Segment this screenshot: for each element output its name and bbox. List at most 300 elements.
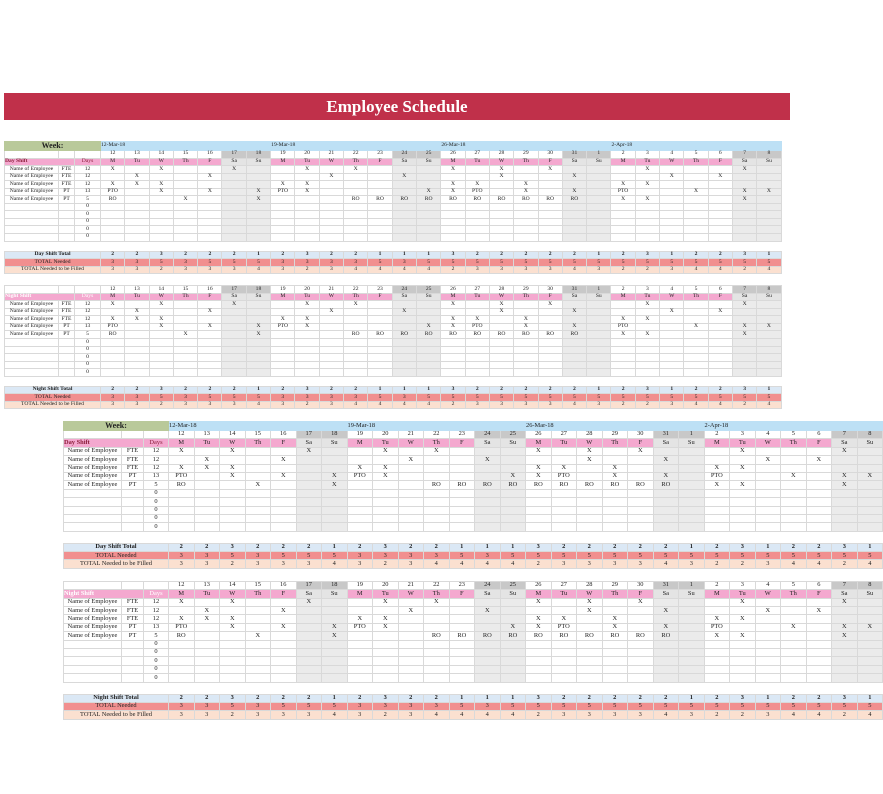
schedule-cell[interactable] <box>857 514 883 522</box>
schedule-cell[interactable] <box>526 607 552 615</box>
schedule-cell[interactable]: X <box>416 323 440 331</box>
schedule-cell[interactable] <box>416 166 440 174</box>
schedule-cell[interactable] <box>660 369 684 377</box>
schedule-cell[interactable] <box>398 632 424 640</box>
schedule-cell[interactable] <box>416 301 440 309</box>
schedule-cell[interactable] <box>424 657 450 665</box>
schedule-cell[interactable]: X <box>526 598 552 606</box>
schedule-cell[interactable] <box>577 674 603 682</box>
schedule-cell[interactable] <box>465 339 489 347</box>
schedule-cell[interactable]: PTO <box>465 323 489 331</box>
schedule-cell[interactable] <box>684 308 708 316</box>
schedule-cell[interactable] <box>194 523 220 531</box>
schedule-cell[interactable] <box>416 369 440 377</box>
schedule-cell[interactable] <box>708 339 732 347</box>
schedule-cell[interactable] <box>245 472 271 480</box>
schedule-cell[interactable] <box>732 234 756 242</box>
schedule-cell[interactable] <box>373 456 399 464</box>
schedule-cell[interactable] <box>660 301 684 309</box>
schedule-cell[interactable]: X <box>708 173 732 181</box>
schedule-cell[interactable] <box>398 615 424 623</box>
schedule-cell[interactable] <box>704 665 730 673</box>
schedule-cell[interactable] <box>679 657 705 665</box>
schedule-cell[interactable] <box>296 506 322 514</box>
schedule-cell[interactable] <box>465 361 489 369</box>
schedule-cell[interactable] <box>295 339 319 347</box>
schedule-cell[interactable]: X <box>295 188 319 196</box>
schedule-cell[interactable]: X <box>441 323 465 331</box>
schedule-cell[interactable]: X <box>319 308 343 316</box>
schedule-cell[interactable] <box>125 188 149 196</box>
schedule-cell[interactable]: X <box>392 308 416 316</box>
schedule-cell[interactable] <box>653 447 679 455</box>
schedule-cell[interactable] <box>857 598 883 606</box>
schedule-cell[interactable] <box>587 166 611 174</box>
schedule-cell[interactable] <box>424 456 450 464</box>
schedule-cell[interactable] <box>755 598 781 606</box>
schedule-cell[interactable] <box>220 674 246 682</box>
employee-name[interactable] <box>5 361 59 369</box>
schedule-cell[interactable] <box>344 308 368 316</box>
schedule-cell[interactable] <box>526 514 552 522</box>
schedule-cell[interactable] <box>704 447 730 455</box>
schedule-cell[interactable] <box>562 301 586 309</box>
schedule-cell[interactable] <box>475 506 501 514</box>
schedule-cell[interactable] <box>125 211 149 219</box>
schedule-cell[interactable] <box>296 665 322 673</box>
schedule-cell[interactable] <box>628 472 654 480</box>
schedule-cell[interactable] <box>344 323 368 331</box>
schedule-cell[interactable] <box>347 657 373 665</box>
employee-name[interactable]: Name of Employee <box>5 323 59 331</box>
schedule-cell[interactable] <box>319 211 343 219</box>
schedule-cell[interactable] <box>198 301 222 309</box>
schedule-cell[interactable] <box>295 226 319 234</box>
schedule-cell[interactable] <box>577 657 603 665</box>
schedule-cell[interactable] <box>732 181 756 189</box>
schedule-cell[interactable] <box>368 361 392 369</box>
schedule-cell[interactable] <box>373 665 399 673</box>
schedule-cell[interactable]: X <box>222 301 246 309</box>
schedule-cell[interactable] <box>684 316 708 324</box>
schedule-cell[interactable] <box>489 361 513 369</box>
schedule-cell[interactable] <box>344 218 368 226</box>
schedule-cell[interactable] <box>857 665 883 673</box>
schedule-cell[interactable] <box>500 674 526 682</box>
schedule-cell[interactable] <box>562 234 586 242</box>
schedule-cell[interactable]: X <box>732 301 756 309</box>
schedule-cell[interactable] <box>271 665 297 673</box>
schedule-cell[interactable] <box>781 506 807 514</box>
schedule-cell[interactable] <box>220 456 246 464</box>
schedule-cell[interactable] <box>602 447 628 455</box>
schedule-cell[interactable] <box>392 234 416 242</box>
schedule-cell[interactable] <box>322 598 348 606</box>
schedule-cell[interactable] <box>755 447 781 455</box>
schedule-cell[interactable]: X <box>708 308 732 316</box>
schedule-cell[interactable] <box>857 523 883 531</box>
schedule-cell[interactable] <box>806 615 832 623</box>
schedule-cell[interactable] <box>832 464 858 472</box>
schedule-cell[interactable] <box>679 481 705 489</box>
schedule-cell[interactable]: RO <box>500 632 526 640</box>
schedule-cell[interactable] <box>475 523 501 531</box>
schedule-cell[interactable] <box>194 514 220 522</box>
schedule-cell[interactable]: X <box>149 188 173 196</box>
schedule-cell[interactable]: X <box>755 456 781 464</box>
schedule-cell[interactable]: X <box>489 166 513 174</box>
schedule-cell[interactable] <box>635 173 659 181</box>
schedule-cell[interactable] <box>587 323 611 331</box>
schedule-cell[interactable]: RO <box>344 196 368 204</box>
schedule-cell[interactable] <box>679 615 705 623</box>
schedule-cell[interactable] <box>538 354 562 362</box>
schedule-cell[interactable] <box>424 514 450 522</box>
schedule-cell[interactable] <box>295 196 319 204</box>
schedule-cell[interactable]: RO <box>449 632 475 640</box>
employee-name[interactable]: Name of Employee <box>5 173 59 181</box>
schedule-cell[interactable] <box>635 188 659 196</box>
employee-name[interactable] <box>64 640 122 648</box>
schedule-cell[interactable]: RO <box>489 196 513 204</box>
schedule-cell[interactable]: X <box>220 615 246 623</box>
schedule-cell[interactable] <box>806 665 832 673</box>
schedule-cell[interactable] <box>551 456 577 464</box>
schedule-cell[interactable]: RO <box>628 632 654 640</box>
schedule-cell[interactable]: RO <box>538 196 562 204</box>
schedule-cell[interactable]: PTO <box>347 472 373 480</box>
schedule-cell[interactable] <box>755 674 781 682</box>
schedule-cell[interactable] <box>628 623 654 631</box>
schedule-cell[interactable] <box>465 354 489 362</box>
schedule-cell[interactable] <box>704 506 730 514</box>
schedule-cell[interactable] <box>347 598 373 606</box>
employee-name[interactable] <box>64 674 122 682</box>
employee-name[interactable]: Name of Employee <box>5 188 59 196</box>
schedule-cell[interactable] <box>295 234 319 242</box>
schedule-cell[interactable] <box>424 607 450 615</box>
schedule-cell[interactable] <box>271 657 297 665</box>
schedule-cell[interactable] <box>246 346 270 354</box>
schedule-cell[interactable] <box>173 339 197 347</box>
schedule-cell[interactable] <box>679 472 705 480</box>
schedule-cell[interactable]: X <box>653 607 679 615</box>
schedule-cell[interactable]: PTO <box>169 623 195 631</box>
schedule-cell[interactable] <box>198 166 222 174</box>
schedule-cell[interactable] <box>660 234 684 242</box>
employee-name[interactable] <box>5 211 59 219</box>
schedule-cell[interactable] <box>169 523 195 531</box>
schedule-cell[interactable]: X <box>562 188 586 196</box>
schedule-cell[interactable] <box>684 354 708 362</box>
schedule-cell[interactable] <box>653 648 679 656</box>
employee-name[interactable]: Name of Employee <box>5 196 59 204</box>
schedule-cell[interactable] <box>319 339 343 347</box>
schedule-cell[interactable] <box>398 489 424 497</box>
schedule-cell[interactable] <box>635 308 659 316</box>
schedule-cell[interactable] <box>704 514 730 522</box>
schedule-cell[interactable] <box>295 354 319 362</box>
schedule-cell[interactable] <box>653 489 679 497</box>
schedule-cell[interactable]: X <box>857 623 883 631</box>
schedule-cell[interactable] <box>449 598 475 606</box>
schedule-cell[interactable]: RO <box>514 196 538 204</box>
schedule-cell[interactable] <box>441 361 465 369</box>
schedule-cell[interactable] <box>679 464 705 472</box>
schedule-cell[interactable]: X <box>832 481 858 489</box>
schedule-cell[interactable]: X <box>704 481 730 489</box>
schedule-cell[interactable] <box>322 665 348 673</box>
schedule-cell[interactable] <box>169 674 195 682</box>
schedule-cell[interactable] <box>551 640 577 648</box>
schedule-cell[interactable] <box>271 648 297 656</box>
schedule-cell[interactable] <box>514 226 538 234</box>
schedule-cell[interactable] <box>398 648 424 656</box>
schedule-cell[interactable] <box>514 308 538 316</box>
schedule-cell[interactable] <box>344 316 368 324</box>
schedule-cell[interactable]: RO <box>101 196 125 204</box>
schedule-cell[interactable]: RO <box>441 331 465 339</box>
schedule-cell[interactable] <box>220 489 246 497</box>
schedule-cell[interactable]: X <box>635 316 659 324</box>
schedule-cell[interactable]: X <box>611 181 635 189</box>
schedule-cell[interactable] <box>562 346 586 354</box>
schedule-cell[interactable] <box>319 361 343 369</box>
schedule-cell[interactable] <box>679 506 705 514</box>
schedule-cell[interactable] <box>562 354 586 362</box>
schedule-cell[interactable] <box>587 369 611 377</box>
schedule-cell[interactable]: X <box>149 323 173 331</box>
schedule-cell[interactable] <box>398 623 424 631</box>
schedule-cell[interactable]: PTO <box>101 323 125 331</box>
schedule-cell[interactable] <box>732 203 756 211</box>
schedule-cell[interactable]: RO <box>475 481 501 489</box>
schedule-cell[interactable] <box>392 166 416 174</box>
schedule-cell[interactable] <box>551 598 577 606</box>
employee-name[interactable]: Name of Employee <box>64 464 122 472</box>
schedule-cell[interactable] <box>781 498 807 506</box>
schedule-cell[interactable] <box>173 211 197 219</box>
schedule-cell[interactable] <box>449 640 475 648</box>
schedule-cell[interactable]: X <box>295 166 319 174</box>
schedule-cell[interactable] <box>347 506 373 514</box>
schedule-cell[interactable]: RO <box>424 481 450 489</box>
schedule-cell[interactable] <box>246 203 270 211</box>
schedule-cell[interactable] <box>757 181 781 189</box>
schedule-cell[interactable] <box>198 361 222 369</box>
schedule-cell[interactable] <box>857 456 883 464</box>
employee-name[interactable] <box>5 369 59 377</box>
schedule-cell[interactable] <box>368 234 392 242</box>
schedule-cell[interactable] <box>611 211 635 219</box>
schedule-cell[interactable] <box>732 173 756 181</box>
schedule-cell[interactable] <box>500 456 526 464</box>
schedule-cell[interactable] <box>449 472 475 480</box>
schedule-cell[interactable] <box>416 203 440 211</box>
schedule-cell[interactable] <box>169 498 195 506</box>
schedule-cell[interactable] <box>149 346 173 354</box>
schedule-cell[interactable] <box>344 173 368 181</box>
schedule-cell[interactable]: RO <box>602 632 628 640</box>
schedule-cell[interactable]: X <box>475 456 501 464</box>
schedule-cell[interactable] <box>526 456 552 464</box>
schedule-cell[interactable] <box>373 648 399 656</box>
schedule-cell[interactable] <box>347 665 373 673</box>
schedule-cell[interactable] <box>271 226 295 234</box>
schedule-cell[interactable]: PTO <box>551 472 577 480</box>
schedule-cell[interactable] <box>489 218 513 226</box>
schedule-cell[interactable] <box>222 323 246 331</box>
schedule-cell[interactable] <box>806 623 832 631</box>
schedule-cell[interactable]: X <box>101 181 125 189</box>
schedule-cell[interactable] <box>271 514 297 522</box>
schedule-cell[interactable] <box>475 514 501 522</box>
schedule-cell[interactable] <box>125 323 149 331</box>
schedule-cell[interactable] <box>704 674 730 682</box>
schedule-cell[interactable] <box>198 369 222 377</box>
schedule-cell[interactable] <box>781 657 807 665</box>
schedule-cell[interactable] <box>475 598 501 606</box>
schedule-cell[interactable] <box>368 369 392 377</box>
schedule-cell[interactable] <box>198 316 222 324</box>
schedule-cell[interactable] <box>551 506 577 514</box>
schedule-cell[interactable] <box>373 632 399 640</box>
schedule-cell[interactable] <box>538 308 562 316</box>
schedule-cell[interactable] <box>271 464 297 472</box>
schedule-cell[interactable] <box>562 339 586 347</box>
schedule-cell[interactable]: RO <box>392 196 416 204</box>
schedule-cell[interactable] <box>173 361 197 369</box>
schedule-cell[interactable]: X <box>125 316 149 324</box>
schedule-cell[interactable] <box>514 234 538 242</box>
schedule-cell[interactable] <box>392 211 416 219</box>
schedule-cell[interactable] <box>500 615 526 623</box>
schedule-cell[interactable] <box>173 308 197 316</box>
schedule-cell[interactable] <box>101 354 125 362</box>
schedule-cell[interactable]: X <box>344 301 368 309</box>
schedule-cell[interactable] <box>526 657 552 665</box>
schedule-cell[interactable] <box>538 211 562 219</box>
schedule-cell[interactable] <box>806 489 832 497</box>
schedule-cell[interactable]: X <box>101 301 125 309</box>
schedule-cell[interactable] <box>832 456 858 464</box>
schedule-cell[interactable]: X <box>441 301 465 309</box>
employee-name[interactable]: Name of Employee <box>5 166 59 174</box>
schedule-cell[interactable] <box>577 464 603 472</box>
schedule-cell[interactable] <box>347 498 373 506</box>
schedule-cell[interactable] <box>660 218 684 226</box>
schedule-cell[interactable]: X <box>198 308 222 316</box>
schedule-cell[interactable] <box>587 354 611 362</box>
schedule-cell[interactable] <box>295 211 319 219</box>
schedule-cell[interactable] <box>271 447 297 455</box>
schedule-cell[interactable]: X <box>653 456 679 464</box>
schedule-cell[interactable] <box>296 648 322 656</box>
schedule-cell[interactable] <box>679 648 705 656</box>
schedule-cell[interactable]: X <box>500 472 526 480</box>
schedule-cell[interactable]: X <box>222 166 246 174</box>
schedule-cell[interactable] <box>587 361 611 369</box>
schedule-cell[interactable] <box>730 506 756 514</box>
schedule-cell[interactable] <box>222 331 246 339</box>
schedule-cell[interactable] <box>246 211 270 219</box>
schedule-cell[interactable] <box>577 665 603 673</box>
employee-name[interactable] <box>5 203 59 211</box>
schedule-cell[interactable] <box>398 464 424 472</box>
schedule-cell[interactable] <box>806 674 832 682</box>
schedule-cell[interactable]: X <box>271 607 297 615</box>
schedule-cell[interactable]: X <box>730 615 756 623</box>
schedule-cell[interactable] <box>660 181 684 189</box>
schedule-cell[interactable]: X <box>220 623 246 631</box>
schedule-cell[interactable]: RO <box>441 196 465 204</box>
schedule-cell[interactable] <box>730 640 756 648</box>
schedule-cell[interactable] <box>562 166 586 174</box>
schedule-cell[interactable] <box>322 523 348 531</box>
schedule-cell[interactable] <box>684 301 708 309</box>
schedule-cell[interactable] <box>755 514 781 522</box>
schedule-cell[interactable] <box>602 489 628 497</box>
schedule-cell[interactable]: X <box>149 301 173 309</box>
schedule-cell[interactable] <box>475 665 501 673</box>
schedule-cell[interactable] <box>611 361 635 369</box>
schedule-cell[interactable] <box>398 514 424 522</box>
schedule-cell[interactable]: RO <box>500 481 526 489</box>
schedule-cell[interactable] <box>373 523 399 531</box>
schedule-cell[interactable] <box>222 361 246 369</box>
schedule-cell[interactable] <box>368 211 392 219</box>
schedule-cell[interactable] <box>373 489 399 497</box>
schedule-cell[interactable] <box>319 196 343 204</box>
schedule-cell[interactable] <box>757 331 781 339</box>
schedule-cell[interactable] <box>708 369 732 377</box>
schedule-cell[interactable] <box>577 640 603 648</box>
schedule-cell[interactable] <box>245 514 271 522</box>
schedule-cell[interactable] <box>730 514 756 522</box>
schedule-cell[interactable] <box>679 456 705 464</box>
schedule-cell[interactable] <box>500 447 526 455</box>
schedule-cell[interactable] <box>832 648 858 656</box>
schedule-cell[interactable] <box>296 472 322 480</box>
schedule-cell[interactable] <box>602 523 628 531</box>
schedule-cell[interactable] <box>755 506 781 514</box>
schedule-cell[interactable]: X <box>514 316 538 324</box>
schedule-cell[interactable] <box>755 615 781 623</box>
schedule-cell[interactable] <box>489 211 513 219</box>
schedule-cell[interactable] <box>635 234 659 242</box>
schedule-cell[interactable] <box>149 331 173 339</box>
schedule-cell[interactable] <box>392 218 416 226</box>
schedule-cell[interactable]: X <box>684 188 708 196</box>
schedule-cell[interactable] <box>245 523 271 531</box>
schedule-cell[interactable]: X <box>271 181 295 189</box>
schedule-cell[interactable] <box>344 339 368 347</box>
schedule-cell[interactable] <box>222 181 246 189</box>
schedule-cell[interactable]: X <box>169 464 195 472</box>
schedule-cell[interactable] <box>628 514 654 522</box>
schedule-cell[interactable] <box>602 674 628 682</box>
schedule-cell[interactable]: X <box>194 456 220 464</box>
schedule-cell[interactable] <box>319 181 343 189</box>
schedule-cell[interactable] <box>245 615 271 623</box>
schedule-cell[interactable] <box>660 354 684 362</box>
schedule-cell[interactable] <box>368 346 392 354</box>
schedule-cell[interactable] <box>319 301 343 309</box>
schedule-cell[interactable]: X <box>602 464 628 472</box>
schedule-cell[interactable] <box>194 481 220 489</box>
schedule-cell[interactable] <box>392 361 416 369</box>
schedule-cell[interactable] <box>730 523 756 531</box>
